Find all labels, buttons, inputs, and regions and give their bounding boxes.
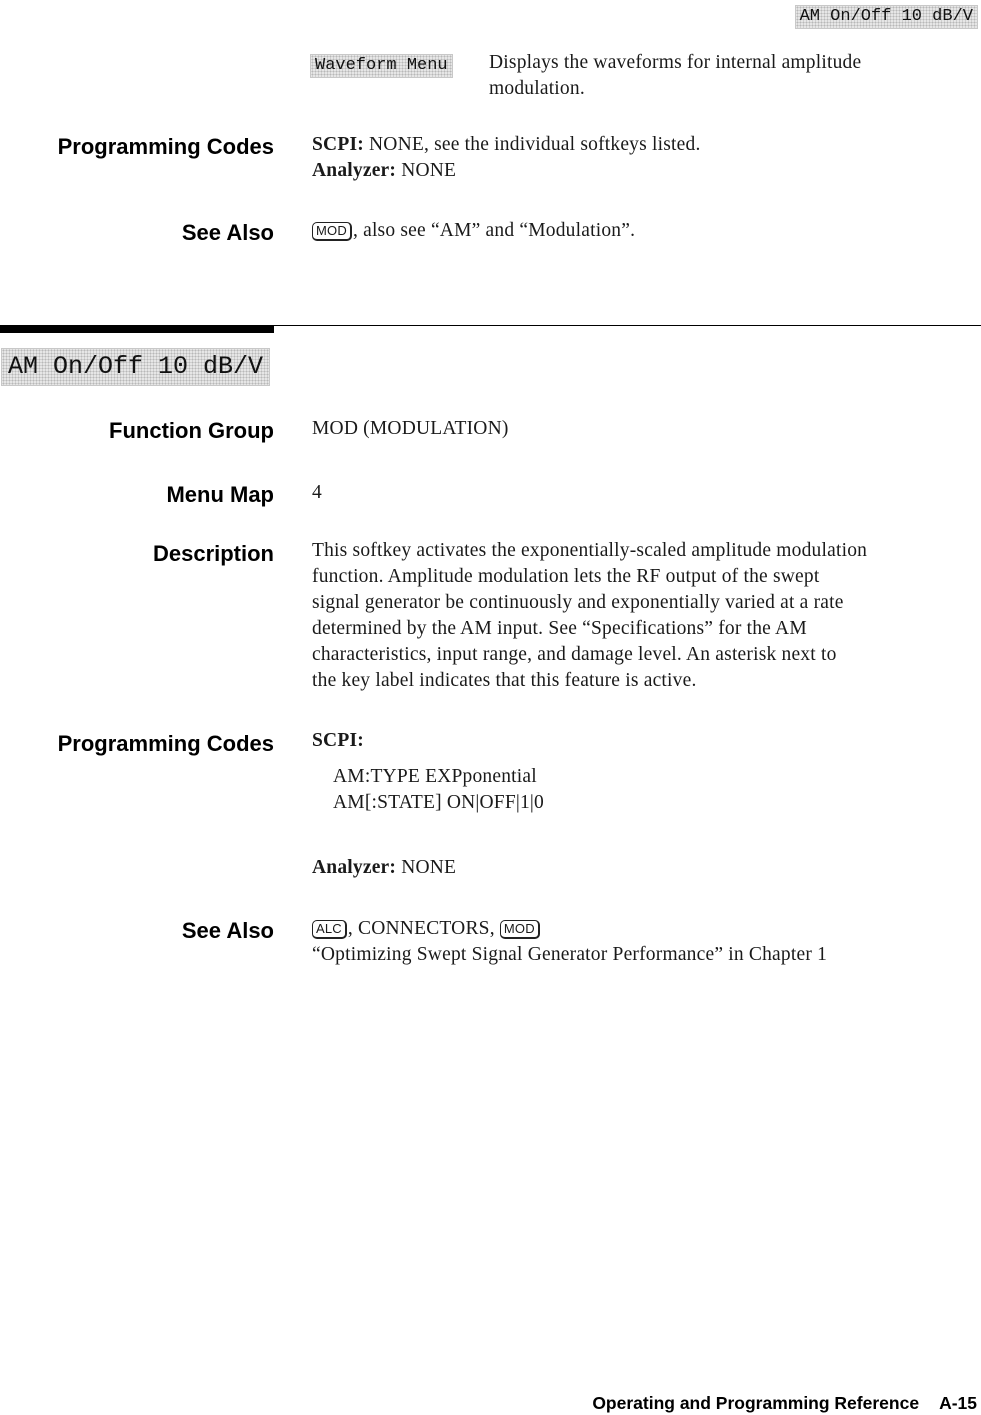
waveform-menu-softkey: Waveform Menu [310,54,453,78]
see-also-connectors: , CONNECTORS, [347,918,500,939]
mod-key-icon: MOD [500,920,540,939]
scpi-command-list [333,764,544,816]
scpi-label: SCPI: [312,134,364,155]
alc-key-icon: ALC [312,920,347,939]
prev-see-also [312,218,635,244]
desc-line: Displays the waveforms for internal amplitude [489,52,862,73]
scpi-command: AM:TYPE EXPponential [333,766,537,787]
description-line: characteristics, input range, and damage level. An asterisk next to [312,644,837,665]
mod-key-icon: MOD [312,222,352,241]
page-footer [592,1393,977,1414]
description-line: determined by the AM input. See “Specifications” for the AM [312,618,807,639]
analyzer-text: NONE [401,857,457,878]
description-line: function. Amplitude modulation lets the RF output of the swept [312,566,820,587]
analyzer-label: Analyzer: [312,857,397,878]
section-divider-bar [0,326,274,333]
section-label-menu-map: Menu Map [166,482,274,507]
see-also-reference: “Optimizing Swept Signal Generator Performance” in Chapter 1 [312,944,828,965]
analyzer-line [312,855,456,881]
description-text [312,538,867,694]
page-number: A-15 [939,1393,977,1413]
section-label-programming-codes: Programming Codes [57,134,274,159]
prev-programming-codes [312,132,701,184]
description-line: signal generator be continuously and exponentially varied at a rate [312,592,844,613]
scpi-text: NONE, see the individual softkeys listed. [369,134,701,155]
desc-line: modulation. [489,78,585,99]
analyzer-line [312,158,701,184]
function-group-value: MOD (MODULATION) [312,418,509,439]
see-also [312,916,827,968]
section-label-see-also: See Also [181,918,274,943]
see-also-line [312,916,827,942]
programming-codes [312,728,364,754]
analyzer-label: Analyzer: [312,160,397,181]
menu-map-value: 4 [312,482,322,503]
scpi-line [312,132,701,158]
description-line: the key label indicates that this feature is active. [312,670,697,691]
section-label-description: Description [152,541,274,566]
description-line: This softkey activates the exponentially-scaled amplitude modulation [312,540,868,561]
section-label-function-group: Function Group [109,418,274,443]
section-label-programming-codes: Programming Codes [57,731,274,756]
waveform-menu-description [489,50,861,102]
entry-title-softkey: AM On/Off 10 dB/V [1,348,270,386]
footer-section-title: Operating and Programming Reference [592,1393,920,1413]
running-header-softkey: AM On/Off 10 dB/V [795,5,978,29]
see-also-text: , also see “AM” and “Modulation”. [352,220,636,241]
analyzer-text: NONE [401,160,457,181]
section-label-see-also: See Also [181,220,274,245]
scpi-command: AM[:STATE] ON|OFF|1|0 [333,792,544,813]
scpi-label: SCPI: [312,730,364,751]
